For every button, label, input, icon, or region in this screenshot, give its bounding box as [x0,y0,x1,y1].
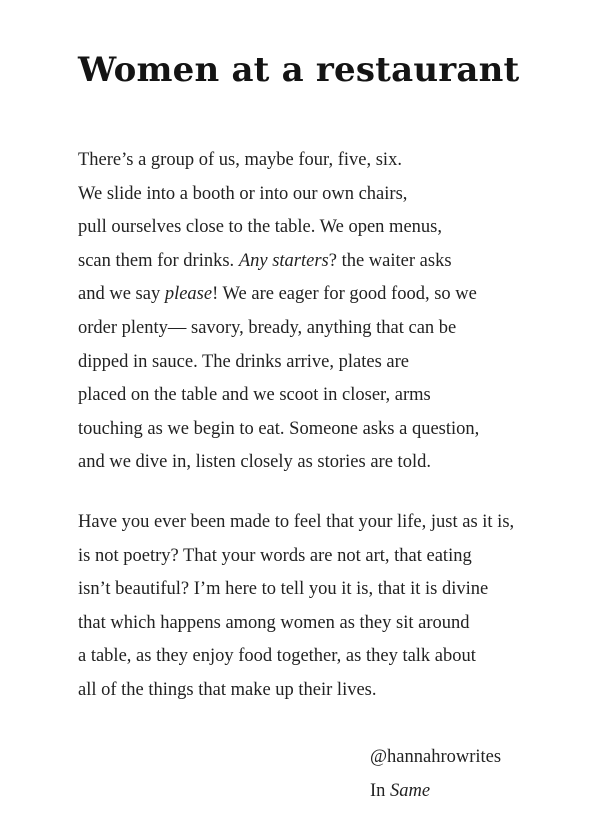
poem-line [78,278,479,312]
poem-line: that which happens among women as they sit around [78,612,470,633]
poem-line: There’s a group of us, maybe four, five, six. [78,150,402,170]
poem-line: isn’t beautiful? I’m here to tell you it is, that it is divine [78,579,489,600]
poem-line: touching as we begin to eat. Someone asks a question, [78,418,480,439]
poem-line: is not poetry? That your words are not art, that eating [78,545,472,566]
book-credit [370,774,501,808]
book-title: Same [390,781,431,801]
poem-line: Have you ever been made to feel that your life, just as it is, [78,512,515,532]
line-text: ? the waiter asks [328,250,452,271]
stanza-1 [78,144,479,480]
line-text: ! We are eager for good food, so we [212,284,477,305]
in-label: In [370,781,391,801]
poem-line: and we dive in, listen closely as stories are told. [78,452,431,473]
attribution [370,740,501,808]
poem-line: order plenty— savory, bready, anything that can be [78,317,457,338]
poem-line: We slide into a booth or into our own chairs, [78,183,408,204]
stanza-2 [78,506,514,708]
poem-line: a table, as they enjoy food together, as they talk about [78,646,476,667]
poem-line: all of the things that make up their lives. [78,679,377,700]
line-text: and we say [78,284,165,305]
italic-word: please [164,284,213,305]
line-text: scan them for drinks. [78,250,239,271]
poem-title: Women at a restaurant [78,50,520,90]
poem-line: pull ourselves close to the table. We open menus, [78,217,442,238]
author-handle: @hannahrowrites [370,747,502,767]
poem-line: placed on the table and we scoot in closer, arms [78,385,431,406]
poem-line [78,245,479,279]
poem-line: dipped in sauce. The drinks arrive, plates are [78,351,409,372]
italic-phrase: Any starters [238,250,329,271]
